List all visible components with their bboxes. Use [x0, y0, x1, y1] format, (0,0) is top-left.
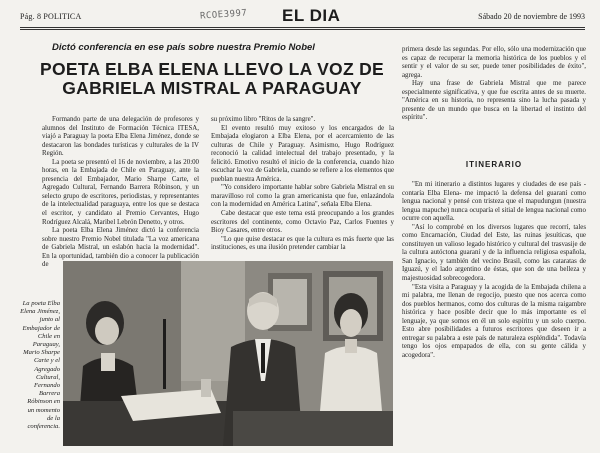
column-3-bottom [402, 181, 586, 360]
column-3-top [402, 46, 586, 123]
paragraph: Formando parte de una delegación de profesores y alumnos del Instituto de Formación Técnica ITESA, viajó a Paraguay la poeta Elba Elena Jiménez, donde se destacaron las bondades turísticas y culturales de la IV Región. [42, 116, 199, 158]
paragraph: La poeta se presentó el 16 de noviembre, a las 20:00 horas, en la Embajada de Chile en Paraguay, ante la presencia del Embajador, Mario Sharpe Carte, el Agregado Cultural, Fernando Barrera Róbinson, y un selecto grupo de escritores, periodistas, y representantes de la intelectualidad paraguaya, entre los que se destaca el escritor, y candidato al Premio Cervantes, Hugo Rodríguez Alcalá, Maribel Lebrón Denetto, y otros. [42, 158, 199, 226]
column-2 [211, 116, 394, 253]
section-subheading: ITINERARIO [465, 160, 523, 169]
archive-stamp: RCOE3997 [199, 8, 248, 22]
article-kicker: Dictó conferencia en ese país sobre nuestra Premio Nobel [52, 42, 315, 53]
paragraph: "Así lo comprobé en los diversos lugares que recorrí, tales como Encarnación, Ciudad del Este, las ruinas jesuíticas, que constituyen un valioso legado histórico y cultural del trasvasije de la cultura autóctona guaraní y de la influencia religiosa española, San Ignacio, y también del vecino Brasil, como las cataratas de Iguazú, y el lado argentino de éstas, que son de una belleza y majestuosidad sobrecogedora. [402, 223, 586, 283]
issue-date: Sábado 20 de noviembre de 1993 [478, 12, 585, 21]
paragraph: su próximo libro "Ritos de la sangre". [211, 116, 316, 123]
paragraph: Hay una frase de Gabriela Mistral que me parece especialmente significativa, y que fue escrita antes de su muerte. "América en su historia, no representa sino la lucha pasada y presente de un mundo que busca en la libertad el instinto del espíritu". [402, 80, 586, 122]
paragraph: La poeta Elba Elena Jiménez dictó la conferencia sobre nuestro Premio Nobel titulada "La voz americana de Gabriela Mistral, un eslabón hacia la modernidad". En la oportunidad, también dio a conocer la publicación de [42, 227, 199, 269]
paragraph: "Yo considero importante hablar sobre Gabriela Mistral en su maravilloso rol como la gran americanista que fue, enlazándola con la modernidad en América Latina", señala Elba Elena. [211, 184, 394, 209]
paragraph: Cabe destacar que este tema está preocupando a los grandes escritores del continente, como Octavio Paz, Carlos Fuentes y Bioy Casares, entre otros. [211, 210, 394, 235]
photo-illustration [63, 261, 393, 446]
masthead [20, 8, 585, 24]
photo-caption: La poeta Elba Elena Jiménez, junto al Embajador de Chile en Paraguay, Mario Sharpe Carte y el Agregado Cultural, Fernando Barrera Róbinson en un momento de la conferencia. [20, 300, 60, 431]
masthead-rule-secondary [20, 29, 585, 30]
paragraph: primera desde las segundas. Por ello, sólo una modernización que es capaz de recuperar la memoria histórica de los pueblos y el sentir y el valor de su ser, puede tener posibilidades de éxito", agrega. [402, 46, 586, 79]
paragraph: "Esta visita a Paraguay y la acogida de la Embajada chilena a mi palabra, me llenan de regocijo, puesto que nos acerca como dos pueblos hermanos, como dos culturas de la misma raigambre histórica y hace posible decir que lo más importante es el lenguaje, ya que somos en él un solo espíritu y un solo cuerpo. Esto abre posibilidades a futuros escritores que deseen ir a entregar su palabra a este país de naturaleza espléndida". Todavía tengo los ojos empapados de ella, con su gente cálida y acogedora". [402, 283, 586, 359]
newspaper-name: EL DIA [282, 6, 341, 25]
conference-photo [63, 261, 393, 446]
page-section: Pág. 8 POLITICA [20, 12, 82, 21]
article-headline: POETA ELBA ELENA LLEVO LA VOZ DE GABRIELA MISTRAL A PARAGUAY [39, 59, 385, 98]
masthead-rule [20, 27, 585, 28]
paragraph: "Lo que quise destacar es que la cultura es más fuerte que las instituciones, es una ilusión pretender cambiar la [211, 235, 394, 252]
column-1 [42, 116, 199, 270]
paragraph: "En mi itinerario a distintos lugares y ciudades de ese país -contaría Elba Elena- me impactó la defensa del guaraní como lengua nacional y pensé con tristeza que el mapudungun (nuestra lengua mapuche) nunca ocuparía el sitial de lengua nacional como ocurre con aquella. [402, 181, 586, 223]
paragraph: El evento resultó muy exitoso y los encargados de la Embajada elogiaron a Elba Elena, por el acercamiento de las culturas de Chile y Paraguay. Asimismo, Hugo Rodríguez reconoció la calidad intelectual del trabajo presentado, y la felicitó. Emotivo resultó el inicio de la conferencia, cuando hizo escuchar la voz de Gabriela, cuando se refiere a los elementos que pueblan nuestra América. [211, 124, 394, 183]
